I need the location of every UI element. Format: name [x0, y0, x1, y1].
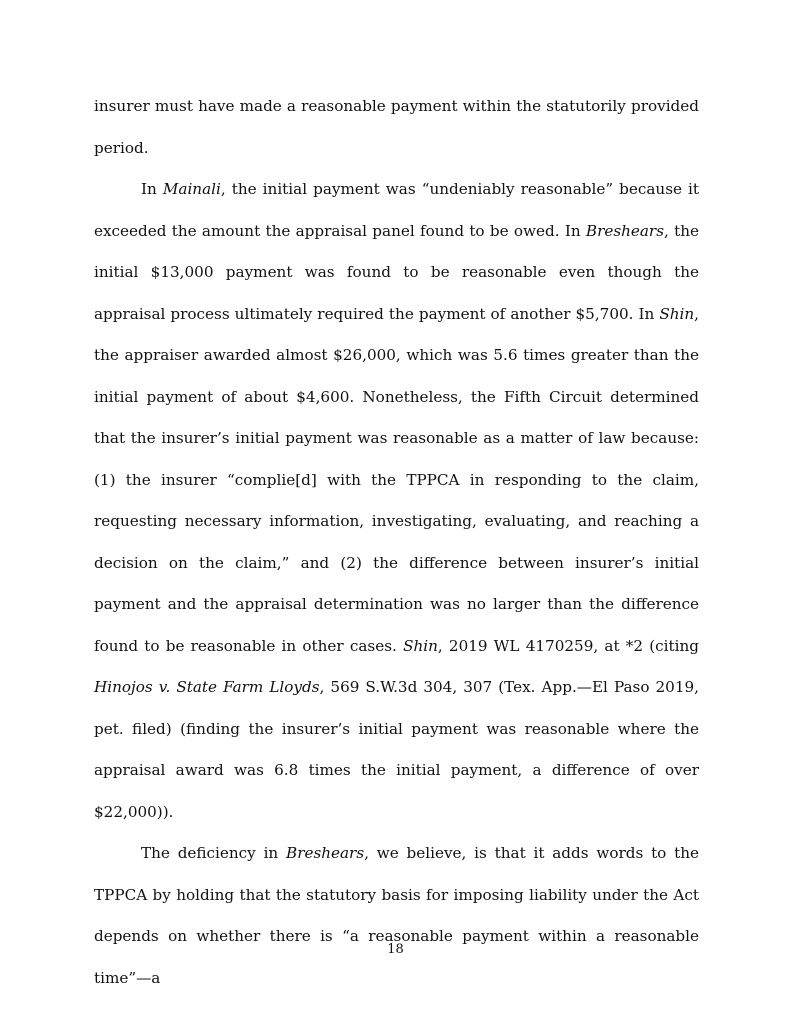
- body-text: [94, 86, 699, 999]
- italic-text: Breshears: [286, 844, 365, 862]
- text-run: , we believe, is that it adds words to the TPPCA by holding that the statutory basis for imposing liability under the Act depends on whether there is “a reasonable payment within a reasonable time”—a: [94, 844, 699, 987]
- text-run: insurer must have made a reasonable payment within the statutorily provided period.: [94, 97, 699, 157]
- page-number: 18: [387, 942, 404, 957]
- text-run: , the initial payment was “undeniably reasonable” because it exceeded the amount the appraisal panel found to be owed. In: [94, 180, 699, 240]
- text-run: In: [141, 180, 163, 198]
- paragraph: [94, 169, 699, 833]
- text-run: , 569 S.W.3d 304, 307 (Tex. App.—El Paso 2019, pet. filed) (finding the insurer’s initial payment was reasonable where the appraisal award was 6.8 times the initial payment, a difference of over $22,000)).: [94, 678, 700, 821]
- text-run: , the initial $13,000 payment was found to be reasonable even though the appraisal process ultimately required the payment of another $5,700. In: [94, 221, 699, 323]
- italic-text: Shin: [659, 304, 695, 323]
- text-run: , the appraiser awarded almost $26,000, which was 5.6 times greater than the initial payment of about $4,600. Nonetheless, the Fifth Circuit determined that the insurer’s initial payment was reasonable as a matter of law because: (1) the insurer “complie[d] with the TPPCA in responding to the claim, requesting necessary information, investigating, evaluating, and reaching a decision on the claim,” and (2) the difference between insurer’s initial payment and the appraisal determination was no larger than the difference found to be reasonable in other cases.: [94, 304, 699, 655]
- italic-text: Mainali: [162, 180, 221, 198]
- italic-text: Hinojos v. State Farm Lloyds: [94, 678, 320, 696]
- text-run: , 2019 WL 4170259, at *2 (citing: [437, 636, 700, 655]
- paragraph: [94, 833, 699, 999]
- italic-text: Shin: [403, 636, 438, 655]
- italic-text: Breshears: [585, 221, 664, 240]
- text-run: The deficiency in: [141, 844, 287, 862]
- paragraph: [94, 86, 699, 169]
